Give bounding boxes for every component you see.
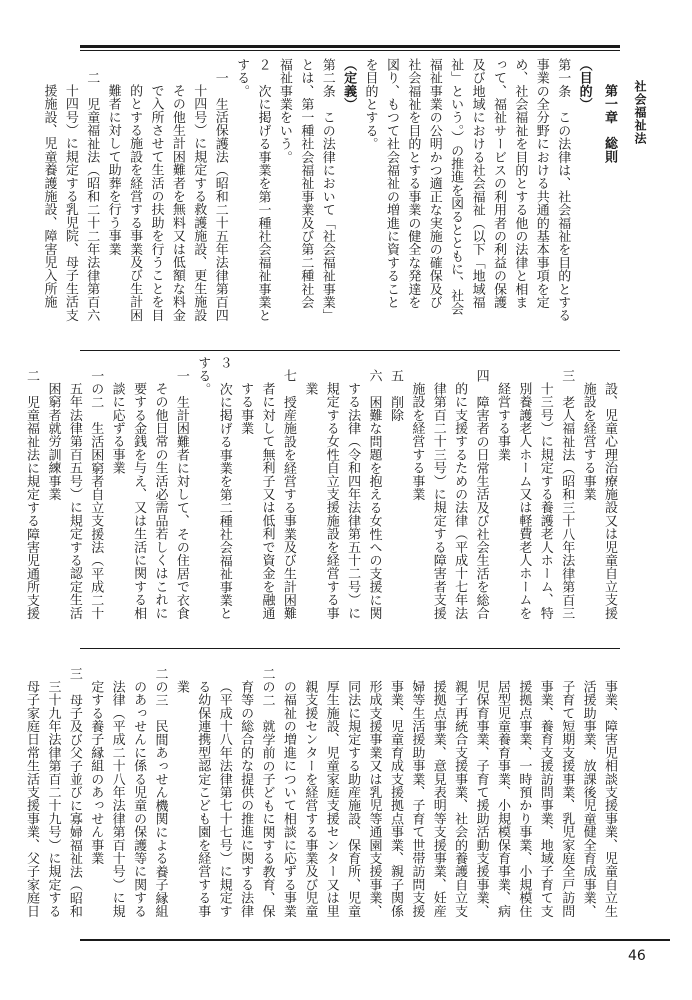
band1-text-line: とは、第一種社会福祉事業及び第二種社会 <box>298 58 314 309</box>
band2-text-line: 律第百二十三号）に規定する障害者支援 <box>430 382 446 620</box>
band1-text-line: 福祉事業をいう。 <box>276 58 292 164</box>
band1-text-line: 一 生活保護法（昭和二十五年法律第百四 <box>212 71 228 322</box>
band2-text-line: 一の二 生活困窮者自立支援法（平成二十 <box>88 369 104 620</box>
band1-text-line: （定義） <box>341 58 357 111</box>
band1-text-line: 福祉事業の公明かつ適正な実施の確保及び <box>426 58 442 309</box>
band2-text-line: 五年法律第百五号）に規定する認定生活 <box>66 382 82 620</box>
band1-text-line: 第二条 この法律において「社会福祉事業」 <box>319 58 335 322</box>
text-band-3 <box>24 654 620 934</box>
band1-text-line: 社会福祉を目的とする事業の健全な発達を <box>405 58 421 309</box>
band3-text-line: 三十九年法律第百二十九号）に規定する <box>45 680 61 918</box>
band2-text-line: する法律（令和四年法律第五十二号）に <box>345 382 361 620</box>
band2-text-line: 別養護老人ホーム又は軽費老人ホームを <box>516 382 532 620</box>
band1-text-line: 事業の全分野における共通的基本事項を定 <box>533 58 549 309</box>
band3-text-line: 活援助事業、放課後児童健全育成事業、 <box>580 680 596 918</box>
band1-text-line: め、社会福祉を目的とする他の法律と相ま <box>512 58 528 309</box>
band2-text-line: 三 老人福祉法（昭和三十八年法律第百三 <box>559 369 575 620</box>
band3-text-line: 援拠点事業、一時預かり事業、小規模住 <box>516 680 532 918</box>
band3-text-line: 事業、児童育成支援拠点事業、親子関係 <box>387 680 403 918</box>
band1-text-line: を目的とする。 <box>362 58 378 151</box>
band3-text-line: 子育て短期支援事業、乳児家庭全戸訪問 <box>559 680 575 918</box>
band3-text-line: 業 <box>173 680 189 694</box>
band3-text-line: 児保育事業、子育て援助活動支援事業、 <box>473 680 489 918</box>
band2-text-line: 経営する事業 <box>494 382 510 462</box>
band3-text-line: 育等の総合的な提供の推進に関する法律 <box>238 680 254 918</box>
band3-text-line: 厚生施設、児童家庭支援センター又は里 <box>323 680 339 918</box>
band-separator-1 <box>80 350 620 351</box>
band1-text-line: 及び地域における社会福祉（以下「地域福 <box>469 58 485 309</box>
band2-text-line: 四 障害者の日常生活及び社会生活を総合 <box>473 369 489 620</box>
top-rule <box>80 45 620 48</box>
band3-text-line: （平成十八年法律第七十七号）に規定す <box>216 680 232 918</box>
band3-text-line: 二の二 就学前の子どもに関する教育、保 <box>259 667 275 918</box>
band3-text-line: 事業、養育支援訪問事業、地域子育て支 <box>537 680 553 918</box>
band3-text-line: 三 母子及び父子並びに寡婦福祉法（昭和 <box>66 667 82 918</box>
band1-text-line: する。 <box>234 58 250 98</box>
band2-text-line: 要する金銭を与え、又は生活に関する相 <box>131 382 147 620</box>
band2-text-line: 談に応ずる事業 <box>109 382 125 475</box>
band1-text-line: 難者に対して助葬を行う事業 <box>105 84 121 256</box>
band3-text-line: 定する養子縁組のあっせん事業 <box>88 680 104 865</box>
band1-text-line: ２ 次に掲げる事業を第一種社会福祉事業と <box>255 58 271 322</box>
band2-text-line: する。 <box>195 356 211 396</box>
band2-text-line: 規定する女性自立支援施設を経営する事 <box>323 382 339 620</box>
band2-text-line: 業 <box>302 382 318 396</box>
band1-text-line: 祉」という。）の推進を図るとともに、社会 <box>448 58 464 316</box>
band1-text-line: 十四号）に規定する救護施設、更生施設 <box>191 84 207 322</box>
band3-text-line: 婦等生活援助事業、子育て世帯訪問支援 <box>409 680 425 918</box>
band3-text-line: 二の三 民間あっせん機関による養子縁組 <box>152 667 168 918</box>
band1-text-line: その他生計困難者を無料又は低額な料金 <box>169 84 185 322</box>
band3-text-line: 居型児童養育事業、小規模保育事業、病 <box>494 680 510 918</box>
band1-text-line: って、福祉サービスの利用者の利益の保護 <box>490 58 506 309</box>
band2-text-line: 一 生計困難者に対して、その住居で衣食 <box>173 369 189 620</box>
page-number: 46 <box>628 948 646 964</box>
band3-text-line: 法律（平成二十八年法律第百十号）に規 <box>109 680 125 918</box>
band3-text-line: る幼保連携型認定こども園を経営する事 <box>195 680 211 918</box>
band2-text-line: 設、児童心理治療施設又は児童自立支援 <box>602 382 617 620</box>
band2-text-line: 七 授産施設を経営する事業及び生計困難 <box>280 369 296 620</box>
running-header-law-title: 社会福祉法 <box>633 80 647 145</box>
band2-text-line: 六 困難な問題を抱える女性への支援に関 <box>366 369 382 620</box>
text-band-1 <box>41 58 620 348</box>
band3-text-line: 母子家庭日常生活支援事業、父子家庭日 <box>24 680 40 918</box>
band3-text-line: 親支援センターを経営する事業及び児童 <box>302 680 318 918</box>
band1-text-line: 第一章 総則 <box>602 84 617 164</box>
band2-text-line: 的に支援するための法律（平成十七年法 <box>452 382 468 620</box>
band3-text-line: 同法に規定する助産施設、保育所、児童 <box>345 680 361 918</box>
band3-text-line: 形成支援事業又は乳児等通園支援事業、 <box>366 680 382 918</box>
top-rule-thin <box>80 50 620 51</box>
band2-text-line: その他日常の生活必需品若しくはこれに <box>152 382 168 620</box>
band3-text-line: 援拠点事業、意見表明等支援事業、妊産 <box>430 680 446 918</box>
band3-text-line: 親子再統合支援事業、社会的養護自立支 <box>452 680 468 918</box>
band2-text-line: 施設を経営する事業 <box>580 382 596 501</box>
band2-text-line: 二 児童福祉法に規定する障害児通所支援 <box>24 369 40 620</box>
band2-text-line: 五 削除 <box>387 369 403 422</box>
band2-text-line: する事業 <box>238 382 254 435</box>
band3-text-line: のあっせんに係る児童の保護等に関する <box>131 680 147 918</box>
band3-text-line: の福祉の増進について相談に応ずる事業 <box>280 680 296 918</box>
band2-text-line: 十三号）に規定する養護老人ホーム、特 <box>537 382 553 620</box>
band1-text-line: 的とする施設を経営する事業及び生計困 <box>127 84 143 322</box>
band1-text-line: （目的） <box>576 58 592 111</box>
band2-text-line: 施設を経営する事業 <box>409 382 425 501</box>
band3-text-line: 事業、障害児相談支援事業、児童自立生 <box>602 680 617 918</box>
bottom-rule <box>80 939 670 941</box>
band1-text-line: 援施設、児童養護施設、障害児入所施 <box>41 84 57 309</box>
band2-text-line: 困窮者就労訓練事業 <box>45 382 61 501</box>
band2-text-line: 者に対して無利子又は低利で資金を融通 <box>259 382 275 620</box>
band2-text-line: ３ 次に掲げる事業を第二種社会福祉事業と <box>216 356 232 620</box>
band-separator-2 <box>80 648 620 649</box>
band1-text-line: 第一条 この法律は、社会福祉を目的とする <box>555 58 571 322</box>
text-band-2 <box>24 356 620 646</box>
band1-text-line: 十四号）に規定する乳児院、母子生活支 <box>62 84 78 322</box>
band1-text-line: 図り、もつて社会福祉の増進に資すること <box>383 58 399 309</box>
band1-text-line: で入所させて生活の扶助を行うことを目 <box>148 84 164 322</box>
band1-text-line: 二 児童福祉法（昭和二十二年法律第百六 <box>84 71 100 322</box>
